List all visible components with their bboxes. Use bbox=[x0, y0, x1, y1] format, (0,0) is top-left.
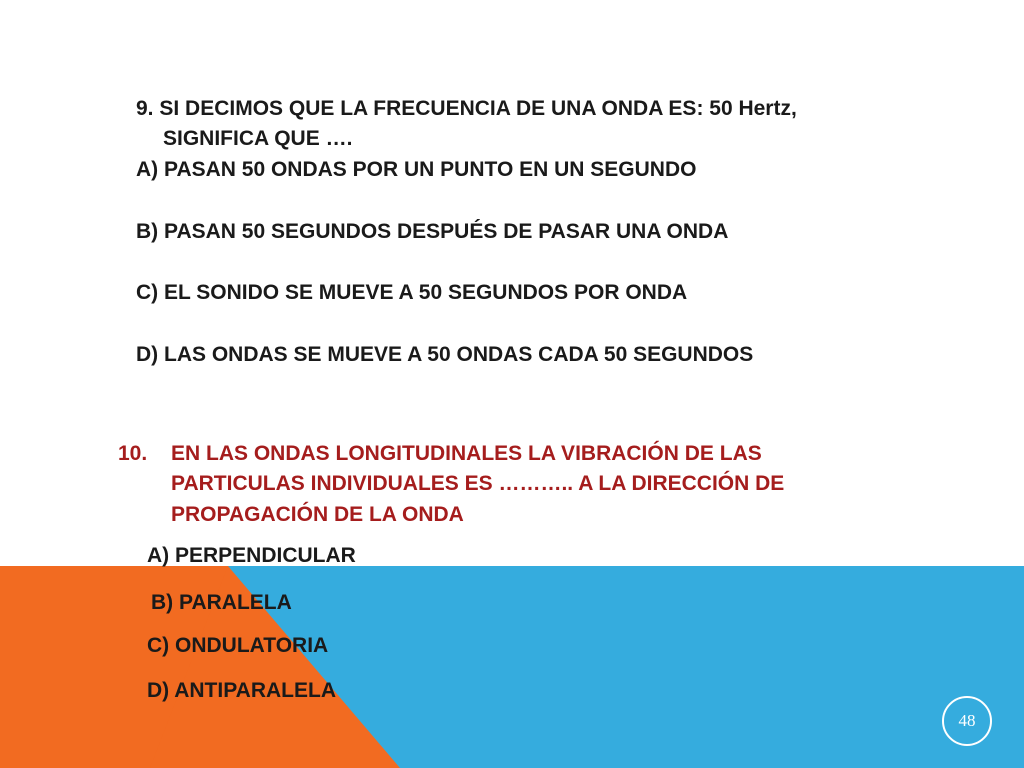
q9-option-b: B) PASAN 50 SEGUNDOS DESPUÉS DE PASAR UNA ONDA bbox=[136, 220, 729, 243]
q9-stem-line-2: SIGNIFICA QUE …. bbox=[163, 127, 353, 150]
q10-option-a: A) PERPENDICULAR bbox=[147, 544, 356, 567]
slide-number-badge bbox=[942, 696, 992, 746]
q9-option-c: C) EL SONIDO SE MUEVE A 50 SEGUNDOS POR ONDA bbox=[136, 281, 688, 304]
q10-number: 10. bbox=[118, 442, 148, 465]
q10-option-c: C) ONDULATORIA bbox=[147, 634, 329, 657]
q9-option-d: D) LAS ONDAS SE MUEVE A 50 ONDAS CADA 50 SEGUNDOS bbox=[136, 343, 754, 366]
q10-stem-line-1: EN LAS ONDAS LONGITUDINALES LA VIBRACIÓN DE LAS bbox=[171, 442, 762, 465]
q9-stem-line-1: 9. SI DECIMOS QUE LA FRECUENCIA DE UNA ONDA ES: 50 Hertz, bbox=[136, 97, 797, 120]
q9-option-a: A) PASAN 50 ONDAS POR UN PUNTO EN UN SEGUNDO bbox=[136, 158, 697, 181]
q10-option-b: B) PARALELA bbox=[151, 591, 292, 614]
q10-stem-line-2: PARTICULAS INDIVIDUALES ES ……….. A LA DIRECCIÓN DE bbox=[171, 472, 785, 495]
q10-stem-line-3: PROPAGACIÓN DE LA ONDA bbox=[171, 503, 464, 526]
q10-option-d: D) ANTIPARALELA bbox=[147, 679, 336, 702]
slide-number-text: 48 bbox=[958, 711, 976, 730]
